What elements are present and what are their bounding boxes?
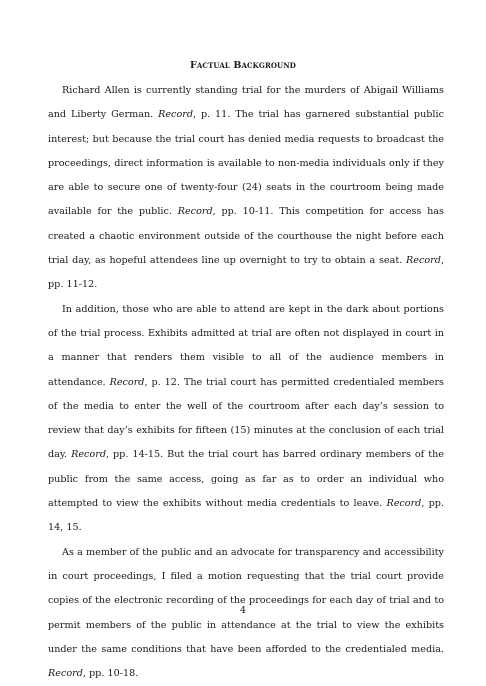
paragraph-text: , pp. 10-11. This competition for access has created a chaotic environment outside of the courthouse the night before each trial day, as hopeful attendees line up overnight to try to obtain a seat. [48, 206, 444, 267]
record-citation: Record [177, 206, 213, 218]
paragraph-text: Richard Allen is currently standing trial for the murders of Abigail Williams and Liberty German. [48, 85, 444, 121]
page-number: 4 [239, 605, 247, 616]
body-text [48, 79, 444, 686]
paragraph-text: , pp. 14-15. But the trial court has barred ordinary members of the public from the same access, going as far as to order an individual who attempted to view the exhibits without media credentials to leave. [48, 449, 444, 510]
paragraph-text: , pp. 11-12. [48, 255, 444, 291]
record-citation: Record [109, 376, 145, 388]
paragraph-text: , pp. 14, 15. [48, 498, 444, 534]
body-paragraph [48, 79, 444, 298]
record-citation: Record [71, 449, 106, 461]
paragraph-text: As a member of the public and an advocate for transparency and accessibility in court proceedings, I filed a motion requesting that the trial court provide copies of the electronic recording of the proceedings for each day of trial and to permit members of the public in attendance at the trial to view the exhibits under the same conditions that have been afforded to the credentialed media. [48, 546, 444, 655]
record-citation: Record [158, 109, 193, 121]
record-citation: Record [48, 668, 83, 680]
paragraph-text: In addition, those who are able to attend are kept in the dark about portions of the trial process. Exhibits admitted at trial are often not displayed in court in a manner that renders them visible to all of the audience members in attendance. [48, 303, 444, 388]
section-heading: Factual Background [190, 60, 296, 71]
paragraph-text: , p. 12. The trial court has permitted credentialed members of the media to enter the well of the courtroom after each day’s session to review that day’s exhibits for fifteen (15) minutes at the conclusion of each trial day. [48, 376, 444, 461]
body-paragraph [48, 298, 444, 541]
paragraph-text: , p. 11. The trial has garnered substantial public interest; but because the trial court has denied media requests to broadcast the proceedings, direct information is available to non-media individuals only if they are able to secure one of twenty-four (24) seats in the courtroom being made available for the public. [48, 109, 444, 218]
paragraph-text: , pp. 10-18. [82, 668, 139, 680]
record-citation: Record [386, 498, 422, 510]
record-citation: Record [406, 255, 441, 267]
